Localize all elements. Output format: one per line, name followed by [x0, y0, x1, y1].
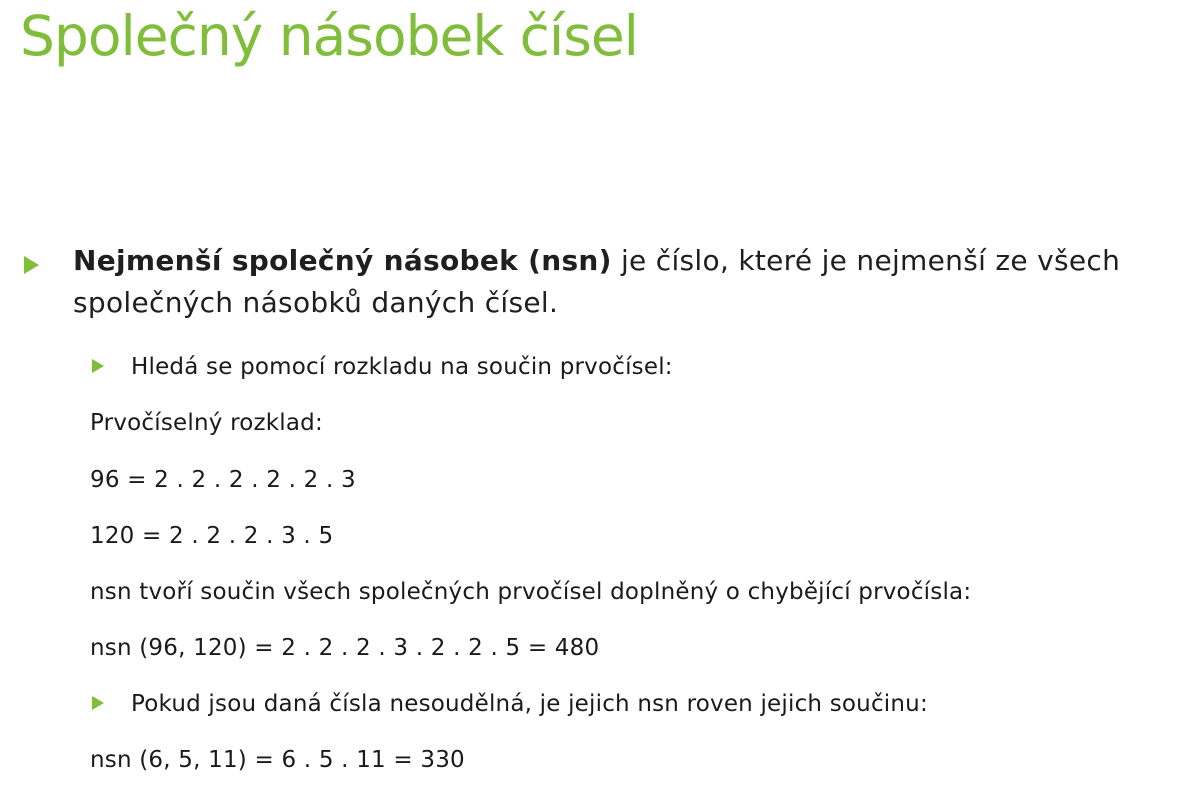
bullet-arrow-icon	[24, 256, 39, 274]
text-line-decomposition-heading: Prvočíselný rozklad:	[90, 410, 323, 436]
sub-bullet-coprime	[92, 689, 928, 719]
text-line-coprime-example: nsn (6, 5, 11) = 6 . 5 . 11 = 330	[90, 747, 465, 773]
text-line-96: 96 = 2 . 2 . 2 . 2 . 2 . 3	[90, 467, 356, 493]
sub-bullet-arrow-icon	[92, 696, 104, 710]
definition-rest: je číslo, které je nejmenší ze všech	[611, 244, 1121, 277]
text-line-rule: nsn tvoří součin všech společných prvočísel doplněný o chybějící prvočísla:	[90, 579, 972, 605]
term-bold: Nejmenší společný násobek (nsn)	[73, 244, 612, 277]
definition-text	[73, 240, 1194, 324]
slide-title: Společný násobek čísel	[20, 4, 638, 68]
text-line-result: nsn (96, 120) = 2 . 2 . 2 . 3 . 2 . 2 . 5 = 480	[90, 635, 600, 661]
definition-line2: společných násobků daných čísel.	[73, 286, 559, 319]
text-line-120: 120 = 2 . 2 . 2 . 3 . 5	[90, 523, 334, 549]
sub-bullet-method-text: Hledá se pomocí rozkladu na součin prvočísel:	[131, 354, 673, 380]
sub-bullet-coprime-text: Pokud jsou daná čísla nesoudělná, je jejich nsn roven jejich součinu:	[131, 691, 928, 717]
bullet-definition	[24, 240, 1194, 324]
sub-bullet-arrow-icon	[92, 359, 104, 373]
sub-bullet-method	[92, 352, 673, 382]
